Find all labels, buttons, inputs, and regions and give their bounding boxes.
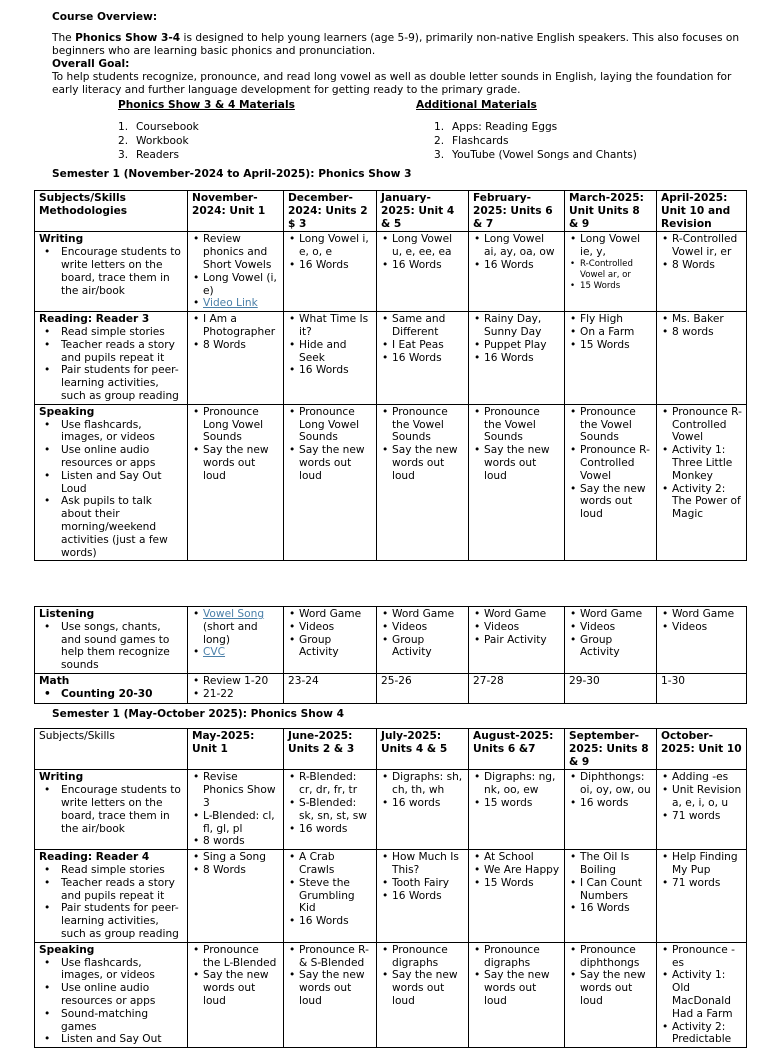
- list-item: • 15 words: [473, 797, 560, 810]
- list-item: • Hide and Seek: [288, 339, 372, 365]
- list-item: • 15 Words: [569, 281, 652, 292]
- list-item: • Videos: [661, 621, 742, 634]
- table-cell: [188, 312, 284, 405]
- list-item: • R-Blended: cr, dr, fr, tr: [288, 771, 372, 797]
- list-item: • Videos: [569, 621, 652, 634]
- list-item: • Puppet Play: [473, 339, 560, 352]
- list-item: • At School: [473, 851, 560, 864]
- overview-heading: Course Overview:: [52, 11, 158, 23]
- list-item: • Say the new words out loud: [569, 483, 652, 521]
- list-item: • 16 Words: [473, 352, 560, 365]
- column-header: November-2024: Unit 1: [188, 191, 284, 232]
- table-cell: [377, 770, 469, 850]
- list-item: • How Much Is This?: [381, 851, 464, 877]
- list-item: • 8 Words: [661, 259, 742, 272]
- list-item: • Long Vowel i, e, o, e: [288, 233, 372, 259]
- list-item: 3. Readers: [118, 148, 180, 161]
- list-item: • 16 Words: [381, 890, 464, 903]
- table-row-listening: [35, 607, 747, 674]
- list-item: • Say the new words out loud: [381, 969, 464, 1007]
- table-cell: [377, 232, 469, 312]
- table-cell: 29-30: [565, 673, 657, 703]
- list-item: • Pronounce the Vowel Sounds: [473, 406, 560, 444]
- column-header: December-2024: Units 2 $ 3: [284, 191, 377, 232]
- list-item: • Long Vowel ie, y,: [569, 233, 652, 259]
- list-item: • Videos: [473, 621, 560, 634]
- table-cell: [565, 607, 657, 674]
- table-row-speaking: [35, 942, 747, 1047]
- list-item: • Listen and Say Out Loud: [39, 470, 183, 496]
- list-item: • Say the new words out loud: [192, 444, 279, 482]
- list-item: • Ask pupils to talk about their morning/weekend activities (just a few words): [39, 495, 183, 559]
- semester2-table: [34, 728, 747, 1048]
- list-item: • Pronounce R- & S-Blended: [288, 944, 372, 970]
- list-item: • Use flashcards, images, or videos: [39, 419, 183, 445]
- list-item: • S-Blended: sk, sn, st, sw: [288, 797, 372, 823]
- video-link[interactable]: Video Link: [203, 297, 258, 310]
- list-item: • 8 Words: [192, 339, 279, 352]
- table-row-reading: [35, 312, 747, 405]
- list-item: • 16 Words: [288, 915, 372, 928]
- table-cell: [284, 312, 377, 405]
- skill-title: Speaking: [39, 943, 95, 956]
- list-item: • Teacher reads a story and pupils repeat it: [39, 877, 183, 903]
- list-item: • Say the new words out loud: [288, 969, 372, 1007]
- list-item: • On a Farm: [569, 326, 652, 339]
- list-item: 1. Apps: Reading Eggs: [434, 121, 558, 133]
- list-item: • 16 Words: [288, 364, 372, 377]
- list-item: • 71 words: [661, 810, 742, 823]
- vowel-song-link[interactable]: Vowel Song: [203, 608, 265, 620]
- column-header: September-2025: Units 8 & 9: [565, 729, 657, 770]
- list-item: • Ms. Baker: [661, 313, 742, 326]
- column-header: Subjects/Skills: [35, 729, 188, 770]
- list-item: • 71 words: [661, 877, 742, 890]
- materials-right-title: Additional Materials: [416, 99, 537, 111]
- list-item: • Activity 1: Old MacDonald Had a Farm: [661, 969, 742, 1020]
- list-item: • Pair Activity: [473, 634, 560, 647]
- skill-title: Reading: Reader 4: [39, 851, 150, 864]
- skill-title: Writing: [39, 233, 84, 246]
- table-cell: [565, 942, 657, 1047]
- table-cell: [565, 770, 657, 850]
- list-item: • Use songs, chants, and sound games to help them recognize sounds: [39, 621, 183, 672]
- table-cell: [188, 607, 284, 674]
- list-item: • We Are Happy: [473, 864, 560, 877]
- skill-cell: [35, 942, 188, 1047]
- cvc-link[interactable]: CVC: [203, 646, 226, 659]
- list-item: • Say the new words out loud: [473, 969, 560, 1007]
- table-cell: [469, 404, 565, 561]
- skill-cell: [35, 232, 188, 312]
- list-item: • Pronounce digraphs: [381, 944, 464, 970]
- list-item: • Review 1-20: [192, 675, 279, 688]
- column-header: July-2025: Units 4 & 5: [377, 729, 469, 770]
- list-item: • Pair students for peer-learning activities, such as group reading: [39, 902, 183, 940]
- table-row-math: [35, 673, 747, 703]
- list-item: • Pronounce the L-Blended: [192, 944, 279, 970]
- list-item: • Encourage students to write letters on the board, trace them in the air/book: [39, 246, 183, 297]
- table-cell: 23-24: [284, 673, 377, 703]
- list-item: • Group Activity: [381, 634, 464, 660]
- list-item: • I Can Count Numbers: [569, 877, 652, 903]
- table-cell: [284, 850, 377, 943]
- table-cell: [377, 942, 469, 1047]
- table-cell: [188, 942, 284, 1047]
- table-cell: [284, 770, 377, 850]
- materials-right-list: [434, 121, 637, 162]
- list-item: • Say the new words out loud: [569, 969, 652, 1007]
- list-item: • Activity 2: The Power of Magic: [661, 483, 742, 521]
- list-item: • Steve the Grumbling Kid: [288, 877, 372, 915]
- list-item: • R-Controlled Vowel ar, or: [569, 259, 652, 281]
- list-item: • 16 Words: [381, 259, 464, 272]
- list-item: • Fly High: [569, 313, 652, 326]
- list-item: • Activity 1: Three Little Monkey: [661, 444, 742, 482]
- list-item: • Digraphs: ng, nk, oo, ew: [473, 771, 560, 797]
- list-item: • Use online audio resources or apps: [39, 982, 183, 1008]
- table-cell: [657, 850, 747, 943]
- materials-left-list: [118, 121, 199, 162]
- table-cell: [469, 607, 565, 674]
- table-cell: [469, 942, 565, 1047]
- list-item: • Sound-matching games: [39, 1008, 183, 1034]
- column-header: January-2025: Unit 4 & 5: [377, 191, 469, 232]
- skill-cell: [35, 607, 188, 674]
- table-cell: [657, 942, 747, 1047]
- list-item: • Unit Revision a, e, i, o, u: [661, 784, 742, 810]
- list-item: • Read simple stories: [39, 864, 183, 877]
- table-cell: [657, 312, 747, 405]
- table-cell: [188, 673, 284, 703]
- course-overview: [52, 11, 752, 97]
- list-item: • Vowel Song (short and long): [192, 608, 279, 646]
- list-item: [192, 646, 279, 659]
- skill-cell: [35, 312, 188, 405]
- list-item: • What Time Is it?: [288, 313, 372, 339]
- table-cell: 27-28: [469, 673, 565, 703]
- list-item: • Review phonics and Short Vowels: [192, 233, 279, 271]
- table-cell: [565, 404, 657, 561]
- table-cell: [284, 404, 377, 561]
- semester1-table: [34, 190, 747, 561]
- list-item: • Diphthongs: oi, oy, ow, ou: [569, 771, 652, 797]
- table-cell: [377, 607, 469, 674]
- list-item: • Videos: [381, 621, 464, 634]
- list-item: • 16 Words: [473, 259, 560, 272]
- table-cell: [565, 850, 657, 943]
- list-item: 3. YouTube (Vowel Songs and Chants): [434, 148, 637, 161]
- goal-text: To help students recognize, pronounce, and read long vowel as well as double letter sounds in English, laying the foundation for early literacy and further language development for getting ready to the primary grade.: [52, 70, 732, 96]
- goal-heading: Overall Goal:: [52, 57, 130, 70]
- list-item: • Pronounce diphthongs: [569, 944, 652, 970]
- column-header: August-2025: Units 6 &7: [469, 729, 565, 770]
- list-item: • The Oil Is Boiling: [569, 851, 652, 877]
- list-item: • Sing a Song: [192, 851, 279, 864]
- list-item: • Pronounce -es: [661, 944, 742, 970]
- list-item: • 16 Words: [381, 352, 464, 365]
- list-item: • Word Game: [661, 608, 742, 621]
- list-item: 1. Coursebook: [118, 121, 199, 133]
- column-header: March-2025: Unit Units 8 & 9: [565, 191, 657, 232]
- table-cell: [469, 232, 565, 312]
- list-item: • Activity 2: Predictable: [661, 1021, 742, 1047]
- table-cell: [377, 404, 469, 561]
- table-cell: [284, 607, 377, 674]
- table-cell: [469, 312, 565, 405]
- list-item: • Group Activity: [288, 634, 372, 660]
- list-item: • A Crab Crawls: [288, 851, 372, 877]
- table-cell: [188, 404, 284, 561]
- skill-title: Reading: Reader 3: [39, 313, 150, 326]
- table-cell: [657, 232, 747, 312]
- skill-cell: [35, 850, 188, 943]
- list-item: • Word Game: [288, 608, 372, 621]
- list-item: • I Am a Photographer: [192, 313, 279, 339]
- list-item: • Say the new words out loud: [192, 969, 279, 1007]
- list-item: • Same and Different: [381, 313, 464, 339]
- column-header: February-2025: Units 6 & 7: [469, 191, 565, 232]
- table-cell: [188, 232, 284, 312]
- column-header: May-2025: Unit 1: [188, 729, 284, 770]
- list-item: • Encourage students to write letters on the board, trace them in the air/book: [39, 784, 183, 835]
- table-header-row: [35, 729, 747, 770]
- list-item: • Tooth Fairy: [381, 877, 464, 890]
- list-item: • Pronounce the Vowel Sounds: [381, 406, 464, 444]
- list-item: • 15 Words: [569, 339, 652, 352]
- list-item: • Help Finding My Pup: [661, 851, 742, 877]
- list-item: • Pronounce R-Controlled Vowel: [661, 406, 742, 444]
- skill-cell: [35, 770, 188, 850]
- list-item: • L-Blended: cl, fl, gl, pl: [192, 810, 279, 836]
- list-item: • 15 Words: [473, 877, 560, 890]
- list-item: • 8 words: [192, 835, 279, 848]
- list-item: 2. Workbook: [118, 134, 189, 147]
- list-item: • Use flashcards, images, or videos: [39, 957, 183, 983]
- semester1-table-continued: [34, 606, 747, 704]
- list-item: • 16 Words: [569, 902, 652, 915]
- table-header-row: [35, 191, 747, 232]
- table-cell: [657, 607, 747, 674]
- list-item: • 21-22: [192, 688, 279, 701]
- column-header: June-2025: Units 2 & 3: [284, 729, 377, 770]
- list-item: • 16 Words: [288, 259, 372, 272]
- list-item: • Say the new words out loud: [288, 444, 372, 482]
- list-item: • Rainy Day, Sunny Day: [473, 313, 560, 339]
- table-cell: [565, 312, 657, 405]
- list-item: • Teacher reads a story and pupils repeat it: [39, 339, 183, 365]
- list-item: • Long Vowel u, e, ee, ea: [381, 233, 464, 259]
- table-row-speaking: [35, 404, 747, 561]
- list-item: • Revise Phonics Show 3: [192, 771, 279, 809]
- list-item: • 8 Words: [192, 864, 279, 877]
- table-cell: [284, 942, 377, 1047]
- column-header: Subjects/Skills Methodologies: [35, 191, 188, 232]
- list-item: • Adding -es: [661, 771, 742, 784]
- course-name: Phonics Show 3-4: [75, 31, 181, 44]
- list-item: • Read simple stories: [39, 326, 183, 339]
- list-item: • Counting 20-30: [39, 688, 183, 701]
- table-cell: [565, 232, 657, 312]
- column-header: April-2025: Unit 10 and Revision: [657, 191, 747, 232]
- materials-left-title: Phonics Show 3 & 4 Materials: [118, 99, 295, 111]
- list-item: • 16 words: [569, 797, 652, 810]
- semester2-title: Semester 1 (May-October 2025): Phonics Show 4: [52, 708, 344, 720]
- skill-cell: [35, 404, 188, 561]
- list-item: • Word Game: [569, 608, 652, 621]
- skill-title: Speaking: [39, 405, 95, 418]
- list-item: • Pronounce the Vowel Sounds: [569, 406, 652, 444]
- list-item: • Listen and Say Out: [39, 1033, 183, 1046]
- table-cell: 1-30: [657, 673, 747, 703]
- list-item: 2. Flashcards: [434, 134, 509, 147]
- list-item: • R-Controlled Vowel ir, er: [661, 233, 742, 259]
- table-cell: [657, 404, 747, 561]
- overview-paragraph: The Phonics Show 3-4 is designed to help young learners (age 5-9), primarily non-native English speakers. This also focuses on beginners who are learning basic phonics and pronunciation.: [52, 31, 740, 57]
- list-item: • Say the new words out loud: [381, 444, 464, 482]
- list-item: • 8 words: [661, 326, 742, 339]
- skill-title: Writing: [39, 771, 84, 784]
- list-item: [192, 297, 279, 310]
- table-cell: [377, 312, 469, 405]
- table-cell: 25-26: [377, 673, 469, 703]
- list-item: • Use online audio resources or apps: [39, 444, 183, 470]
- table-cell: [284, 232, 377, 312]
- table-row-reading: [35, 850, 747, 943]
- list-item: • Word Game: [473, 608, 560, 621]
- table-cell: [469, 850, 565, 943]
- list-item: • Digraphs: sh, ch, th, wh: [381, 771, 464, 797]
- semester1-title: Semester 1 (November-2024 to April-2025): Phonics Show 3: [52, 168, 412, 180]
- table-cell: [377, 850, 469, 943]
- table-cell: [188, 850, 284, 943]
- table-cell: [469, 770, 565, 850]
- list-item: • Videos: [288, 621, 372, 634]
- list-item: • Pronounce digraphs: [473, 944, 560, 970]
- list-item: • Say the new words out loud: [473, 444, 560, 482]
- skill-title: Listening: [39, 608, 95, 620]
- list-item: • I Eat Peas: [381, 339, 464, 352]
- list-item: • Pronounce R-Controlled Vowel: [569, 444, 652, 482]
- list-item: • 16 words: [381, 797, 464, 810]
- table-row-writing: [35, 770, 747, 850]
- column-header: October-2025: Unit 10: [657, 729, 747, 770]
- list-item: • Word Game: [381, 608, 464, 621]
- list-item: • Pronounce Long Vowel Sounds: [192, 406, 279, 444]
- list-item: • Group Activity: [569, 634, 652, 660]
- table-cell: [188, 770, 284, 850]
- list-item: • Long Vowel ai, ay, oa, ow: [473, 233, 560, 259]
- table-row-writing: [35, 232, 747, 312]
- skill-title: Math: [39, 674, 70, 687]
- list-item: • Pair students for peer-learning activities, such as group reading: [39, 364, 183, 402]
- list-item: • 16 words: [288, 823, 372, 836]
- list-item: • Long Vowel (i, e): [192, 272, 279, 298]
- list-item: • Pronounce Long Vowel Sounds: [288, 406, 372, 444]
- skill-cell: [35, 673, 188, 703]
- table-cell: [657, 770, 747, 850]
